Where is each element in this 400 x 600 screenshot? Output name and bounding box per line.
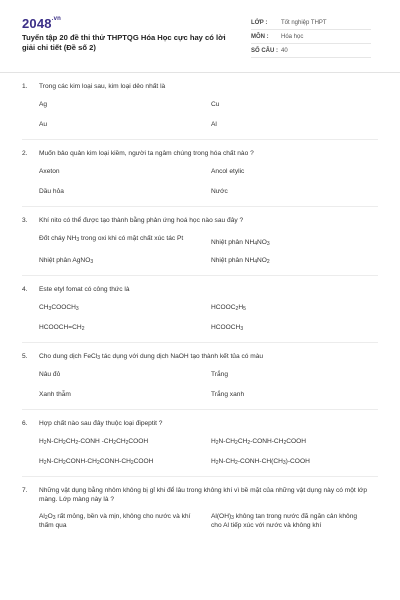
answer-option[interactable]: Nâu đỏ (39, 371, 61, 378)
question-text: Hợp chất nào sau đây thuộc loại đipeptit ? (39, 420, 163, 427)
answer-option[interactable]: $H_2N-CH_2CH_2$-CONH $-CH_2CH_2COOH$ (39, 438, 149, 446)
answer-option[interactable]: Nước (211, 188, 228, 195)
answer-option[interactable]: $H_2N-CH_2CH_2-CONH-CH_2COOH$ (211, 438, 307, 446)
answer-option[interactable]: $H_2N-CH_2CONH-CH_2CONH-CH_2COOH$ (39, 458, 154, 466)
meta-key: SỐ CÂU : (251, 47, 278, 54)
meta-value: Tốt nghiệp THPT (281, 19, 327, 26)
divider (22, 409, 378, 410)
answer-option[interactable]: Nhiệt phân $NH_4NO_3$ (211, 239, 270, 247)
question-number: 1. (22, 83, 28, 90)
answer-option[interactable]: Dầu hỏa (39, 188, 64, 195)
answer-option[interactable]: $H_2N-CH_2-CONH-CH(CH_3)$-COOH (211, 458, 310, 466)
meta-row-count (251, 44, 371, 58)
question-text: Muốn bảo quản kim loại kiềm, người ta ngâm chúng trong hóa chất nào ? (39, 150, 254, 157)
answer-option[interactable]: Xanh thẫm (39, 391, 71, 398)
question-1 (22, 82, 378, 140)
answer-option[interactable]: Nhiệt phân AgNO$_3$ (39, 257, 94, 265)
answer-option[interactable]: $Al_2O_3$ rất mỏng, bền và mịn, không cho nước và khí thấm qua (39, 513, 191, 529)
site-logo[interactable]: $2048^{.vn}$ (22, 16, 62, 31)
answer-option[interactable]: $HCOOCH=CH_2$ (39, 324, 85, 332)
question-2 (22, 149, 378, 207)
meta-value: 40 (281, 47, 288, 54)
divider (22, 275, 378, 276)
answer-option[interactable]: Au (39, 121, 48, 128)
question-number: 7. (22, 487, 28, 494)
answer-option[interactable]: Al (211, 121, 217, 128)
answer-option[interactable]: Ag (39, 101, 48, 108)
answer-option[interactable]: Trắng xanh (211, 391, 245, 398)
question-number: 3. (22, 217, 28, 224)
meta-row-class (251, 16, 371, 30)
exam-title: Tuyển tập 20 đề thi thử THPTQG Hóa Học cực hay có lời giải chi tiết (Đề số 2) (22, 33, 226, 52)
meta-value: Hóa học (281, 33, 304, 40)
question-text: Trong các kim loại sau, kim loại dẻo nhất là (39, 83, 166, 90)
question-number: 6. (22, 420, 28, 427)
question-number: 5. (22, 353, 28, 360)
divider (22, 206, 378, 207)
answer-option[interactable]: Đốt cháy $NH_3$ trong oxi khi có mặt chất xúc tác Pt (39, 235, 184, 243)
answer-option[interactable]: $Al(OH)_3$ không tan trong nước đã ngăn cản không cho Al tiếp xúc với nước và không khí (211, 513, 358, 529)
question-text: Cho dung dịch FeCl$_3$ tác dụng với dung dịch NaOH tạo thành kết tủa có màu (39, 353, 264, 361)
question-text: Những vật dụng bằng nhôm không bị gỉ khi để lâu trong không khí vì bề mặt của những vật dụng này có một lớp màng. Lớp màng này là ? (39, 487, 368, 503)
meta-key: LỚP : (251, 19, 268, 26)
divider (22, 342, 378, 343)
question-number: 2. (22, 150, 28, 157)
divider (22, 476, 378, 477)
question-7 (22, 486, 378, 530)
answer-option[interactable]: Ancol etylic (211, 168, 245, 175)
question-text: Khí nito có thể được tạo thành bằng phản ứng hoá học nào sau đây ? (39, 217, 244, 224)
page-header (0, 0, 400, 73)
exam-meta (251, 16, 371, 58)
question-3 (22, 216, 378, 276)
divider (22, 139, 378, 140)
question-number: 4. (22, 286, 28, 293)
question-list (0, 82, 400, 530)
question-text: Este etyl fomat có công thức là (39, 286, 130, 293)
answer-option[interactable]: $HCOOC_2H_5$ (211, 304, 246, 312)
meta-key: MÔN : (251, 33, 269, 40)
question-6 (22, 419, 378, 477)
answer-option[interactable]: Trắng (211, 371, 228, 378)
answer-option[interactable]: $CH_3COOCH_3$ (39, 304, 79, 312)
question-5 (22, 352, 378, 410)
answer-option[interactable]: Axeton (39, 168, 60, 175)
answer-option[interactable]: $HCOOCH_3$ (211, 324, 244, 332)
answer-option[interactable]: Nhiệt phân $NH_4NO_2$ (211, 257, 270, 265)
answer-option[interactable]: Cu (211, 101, 220, 108)
meta-row-subject (251, 30, 371, 44)
question-4 (22, 285, 378, 343)
